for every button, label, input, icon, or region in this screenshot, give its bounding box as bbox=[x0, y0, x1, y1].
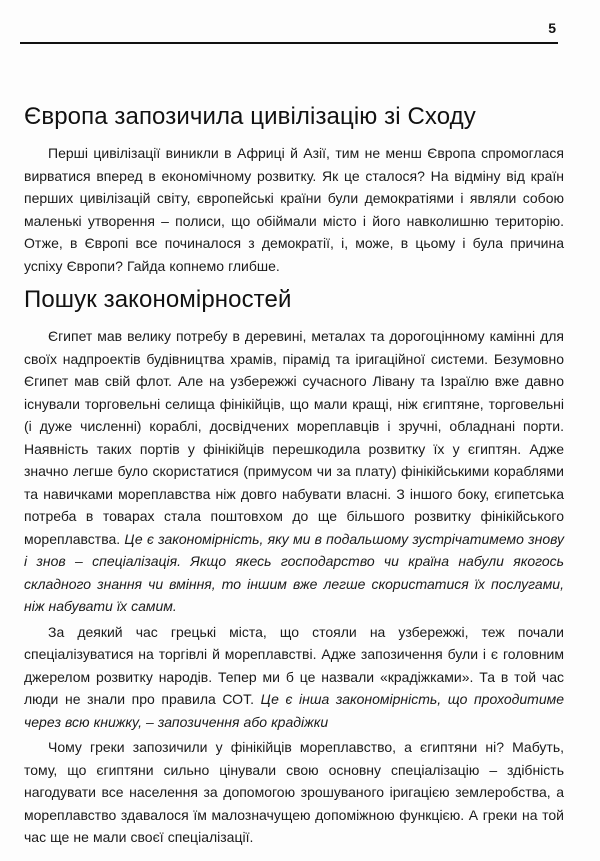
section-title-europe: Європа запозичила цивілізацію зі Сходу bbox=[24, 103, 476, 130]
paragraph-greek-italic: Це є інша закономірність, що проходитиме через всю книжку, – запозичення або крадіжки bbox=[24, 691, 564, 730]
paragraph-why-greeks: Чому греки запозичили у фінікійців мореплавство, а єгиптяни ні? Мабуть, тому, що єгиптяни сильно цінували свою основну спеціалізацію – здібність нагодувати все населення за допомогою зрошуваного іригацією землеробства, а мореплавство здавалося їм малозначущею допоміжною функцією. А греки на той час ще не мали своєї спеціалізації. bbox=[24, 739, 564, 845]
paragraph-egypt-text: Єгипет мав велику потребу в деревині, металах та дорогоцінному камінні для своїх надпроектів будівництва храмів, пірамід та іригаційної системи. Безумовно Єгипет мав свій флот. Але на узбережжі сучасного Лівану та Ізраїлю вже давно існували торговельні селища фінікійців, що мали кращі, ніж єгиптяне, торговельні (і дуже численні) кораблі, досвідчених мореплавців і зручні, обладнані порти. Наявність таких портів у фінікійців перешкодила розвитку їх у єгиптян. Адже значно легше було скористатися (примусом чи за плату) фінікійськими кораблями та навичками мореплавства ніж довго набувати власні. З іншого боку, єгипетська потреба в товарах стала поштовхом до ще більшого розвитку фінікійського мореплавства. bbox=[24, 328, 564, 547]
page-number: 5 bbox=[548, 20, 556, 36]
header-rule bbox=[20, 42, 558, 44]
page-content bbox=[24, 100, 564, 852]
section-title-patterns: Пошук закономірностей bbox=[24, 286, 292, 313]
paragraph-europe-intro: Перші цивілізації виникли в Африці й Азії, тим не менш Європа спромоглася вирватися вперед в економічному розвитку. Як це сталося? На відміну від країн перших цивілізацій світу, європейські країни були демократіями і являли собою маленькі утворення – полиси, що обіймали місто і його навколишню територію. Отже, в Європі все починалося з демократії, і, може, в цьому і була причина успіху Європи? Гайда копнемо глибше. bbox=[24, 145, 564, 274]
paragraph-egypt-italic: Це є закономірність, яку ми в подальшому зустрічатимемо знову і знов – спеціалізація. Якщо якесь господарство чи країна набули якогось складного знання чи вміння, то іншим вже легше скористатися їх послугами, ніж набувати їх самим. bbox=[24, 530, 564, 614]
paragraph-egypt-phoenicia bbox=[24, 325, 564, 618]
paragraph-greek-cities bbox=[24, 621, 564, 734]
paragraph-greek-text: За деякий час грецькі міста, що стояли на узбережжі, теж почали спеціалізуватися на торгівлі й мореплавстві. Адже запозичення були і є головним джерелом розвитку народів. Тепер ми б це назвали «крадіжками». Та в той час люди не знали про правила СОТ. bbox=[24, 623, 564, 707]
